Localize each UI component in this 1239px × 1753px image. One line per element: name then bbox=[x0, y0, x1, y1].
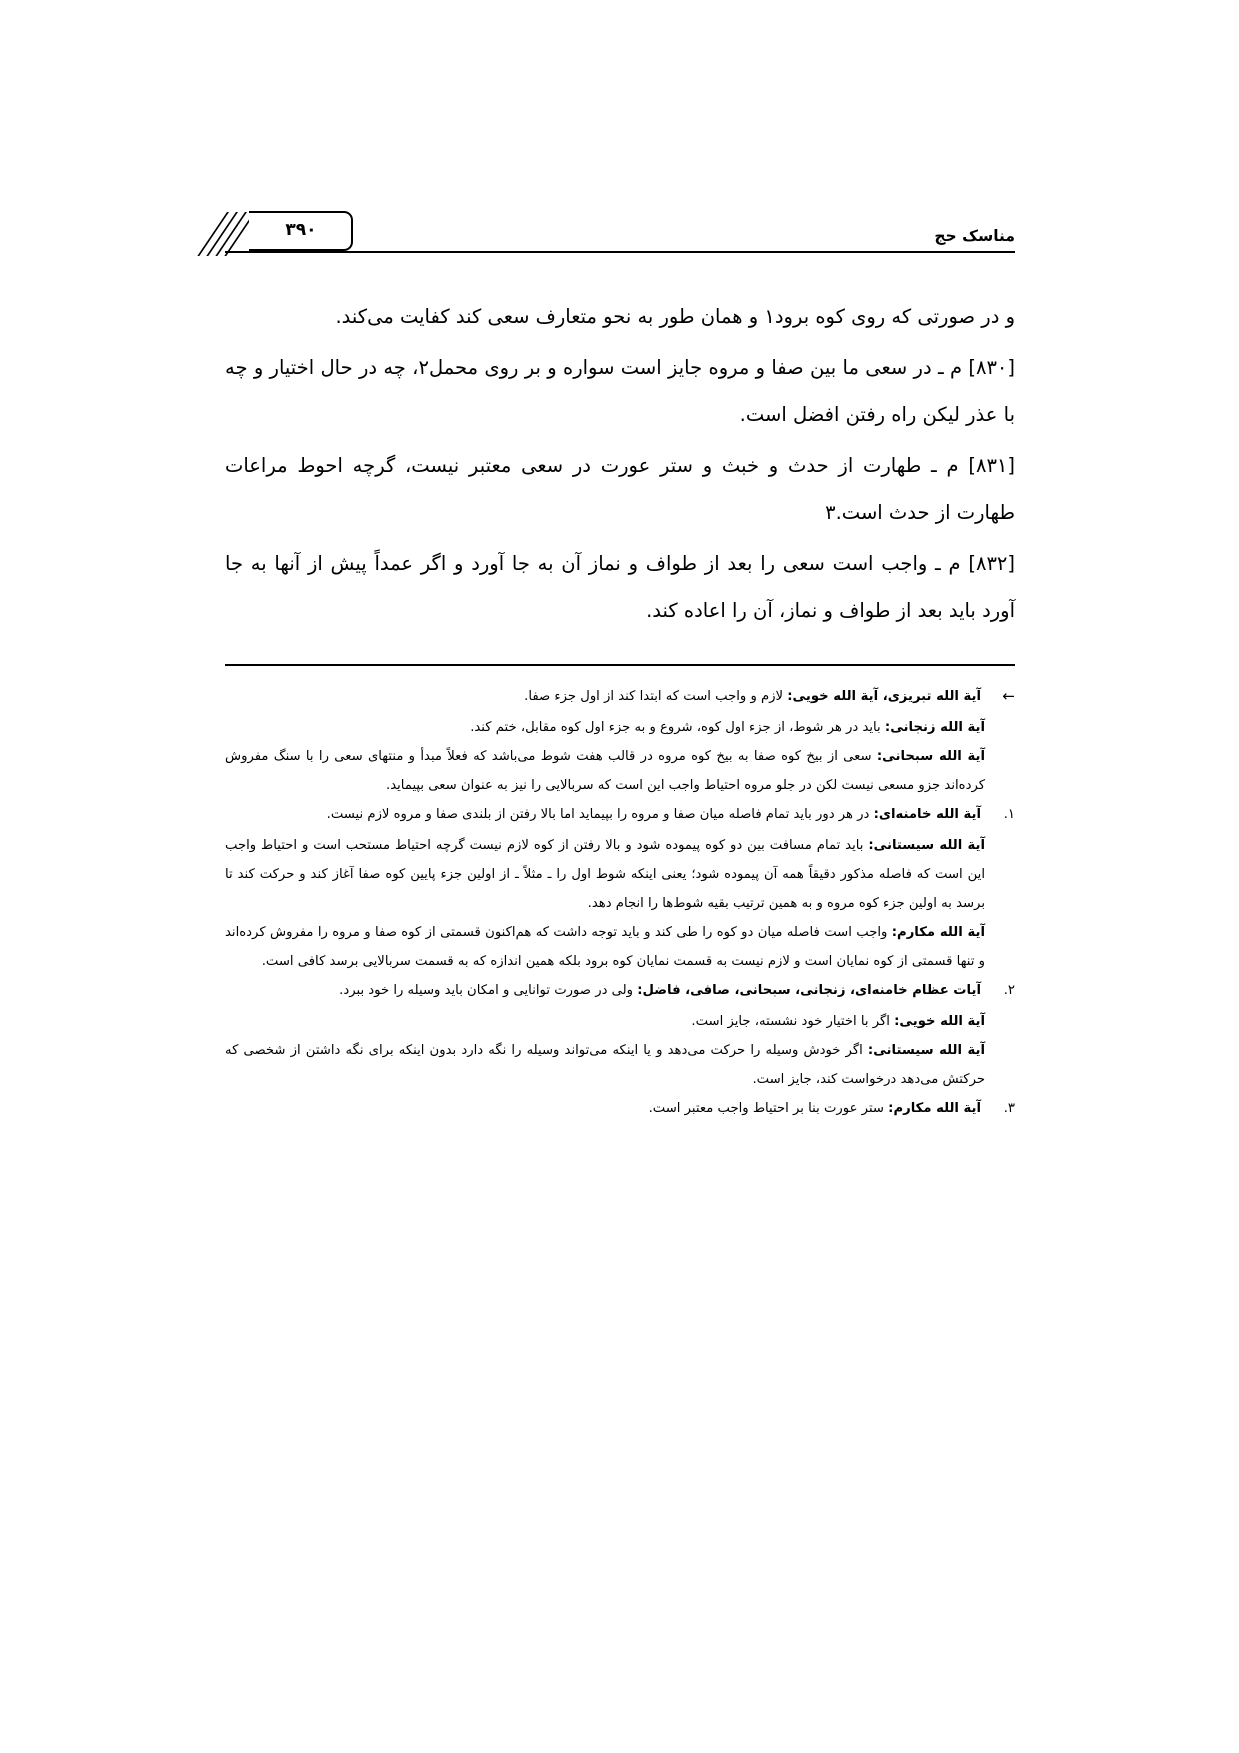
footnote-text: باید در هر شوط، از جزء اول کوه، شروع و به جزء اول کوه مقابل، ختم کند. bbox=[470, 720, 885, 735]
page-number-tab bbox=[225, 211, 353, 251]
footnote-subline bbox=[225, 1007, 985, 1036]
footnote-authority-name: آیة الله خامنه‌ای: bbox=[873, 807, 981, 822]
paragraph-law-830: [۸۳۰] م ـ در سعی ما بین صفا و مروه جایز است سواره و بر روی محمل۲، چه در حال اختیار و چه با عذر لیکن راه رفتن افضل است. bbox=[225, 356, 1015, 426]
footnote-body bbox=[225, 976, 981, 1005]
footnote-text: باید تمام مسافت بین دو کوه پیموده شود و بالا رفتن از کوه لازم نیست گرچه احتیاط مستحب است و احتیاط واجب این است که فاصله مذکور دقیقاً همه آن پیموده شود؛ یعنی اینکه شوط اول را ـ مثلاً ـ از اولین جزء پایین کوه صفا آغاز کند و حرکت کند تا برسد به اولین جزء کوه مروه و به همین ترتیب بقیه شوط‌ها را انجام دهد. bbox=[225, 838, 985, 911]
footnote-subline bbox=[225, 742, 985, 800]
footnote-text: اگر خودش وسیله را حرکت می‌دهد و یا اینکه می‌تواند وسیله را نگه دارد بدون اینکه برای نگه داشتن از شخصی که حرکتش می‌دهد درخواست کند، جایز است. bbox=[225, 1043, 985, 1087]
footnote-text: ستر عورت بنا بر احتیاط واجب معتبر است. bbox=[648, 1101, 889, 1116]
footnote-authority-name: آیة الله مکارم: bbox=[888, 1101, 981, 1116]
footnote-marker-2: ۲. bbox=[1003, 983, 1015, 998]
footnote-text: ولی در صورت توانایی و امکان باید وسیله را خود ببرد. bbox=[339, 983, 638, 998]
footnote-text: سعی از بیخ کوه صفا به بیخ کوه مروه در قالب هفت شوط می‌باشد که فعلاً مبدأ و منتهای سعی را با سنگ مفروش کرده‌اند جزو مسعی نیست لکن در جلو مروه احتیاط واجب این است که سربالایی را نیز به عنوان سعی بپیماید. bbox=[225, 749, 985, 793]
footnote-authority-name: آیة الله خویی: bbox=[894, 1014, 985, 1029]
footnote-marker-arrow: ← bbox=[1002, 687, 1015, 705]
footnote-text: در هر دور باید تمام فاصله میان صفا و مروه را بپیماید اما بالا رفتن از بلندی صفا و مروه لازم نیست. bbox=[326, 807, 874, 822]
header-book-title: مناسک حج bbox=[934, 227, 1015, 245]
footnote-text: لازم و واجب است که ابتدا کند از اول جزء صفا. bbox=[524, 689, 788, 704]
footnote-item bbox=[225, 800, 1015, 829]
footnote-separator bbox=[225, 664, 1015, 666]
paragraph-law-831: [۸۳۱] م ـ طهارت از حدث و خبث و ستر عورت در سعی معتبر نیست، گرچه احوط مراعات طهارت از حدث است.۳ bbox=[225, 454, 1015, 524]
footnote-subline bbox=[225, 1036, 985, 1094]
footnote-body bbox=[225, 682, 981, 711]
footnote-item bbox=[225, 1094, 1015, 1123]
footnote-text: واجب است فاصله میان دو کوه را طی کند و باید توجه داشت که هم‌اکنون قسمتی از کوه صفا و مروه را مفروش کرده‌اند و تنها قسمتی از کوه نمایان است و لازم نیست به قسمت نمایان کوه برود بلکه همین اندازه که به قسمت سربالایی برسد کافی است. bbox=[225, 925, 985, 969]
footnote-subline bbox=[225, 831, 985, 918]
body-text-block bbox=[225, 293, 1015, 634]
footnote-subline bbox=[225, 713, 985, 742]
footnote-authority-name: آیة الله سیستانی: bbox=[868, 838, 985, 853]
footnote-item bbox=[225, 682, 1015, 711]
footnote-authority-name: آیة الله تبریزی، آیة الله خویی: bbox=[787, 689, 981, 704]
footnote-body bbox=[225, 800, 981, 829]
page-content-frame bbox=[225, 220, 1015, 1125]
footnote-subline bbox=[225, 918, 985, 976]
footnote-authority-name: آیة الله سیستانی: bbox=[867, 1043, 985, 1058]
footnote-text: اگر با اختیار خود نشسته، جایز است. bbox=[691, 1014, 895, 1029]
page-number: ۳۹۰ bbox=[285, 220, 317, 240]
footnote-authority-name: آیة الله مکارم: bbox=[891, 925, 985, 940]
running-header bbox=[225, 220, 1015, 267]
footnote-authority-name: آیة الله زنجانی: bbox=[884, 720, 985, 735]
footnote-marker-3: ۳. bbox=[1003, 1101, 1015, 1116]
paragraph-law-832: [۸۳۲] م ـ واجب است سعی را بعد از طواف و نماز آن به جا آورد و اگر عمداً پیش از آنها به جا آورد باید بعد از طواف و نماز، آن را اعاده کند. bbox=[225, 552, 1015, 622]
footnote-body bbox=[225, 1094, 981, 1123]
footnote-item bbox=[225, 976, 1015, 1005]
footnote-marker-1: ۱. bbox=[1003, 807, 1015, 822]
footnotes-block bbox=[225, 682, 1015, 1123]
footnote-authority-name: آیة الله سبحانی: bbox=[876, 749, 985, 764]
footnote-authority-name: آیات عظام خامنه‌ای، زنجانی، سبحانی، صافی، فاضل: bbox=[637, 983, 981, 998]
paragraph-continued: و در صورتی که روی کوه برود۱ و همان طور به نحو متعارف سعی کند کفایت می‌کند. bbox=[335, 305, 1015, 328]
header-rule bbox=[225, 251, 1015, 253]
